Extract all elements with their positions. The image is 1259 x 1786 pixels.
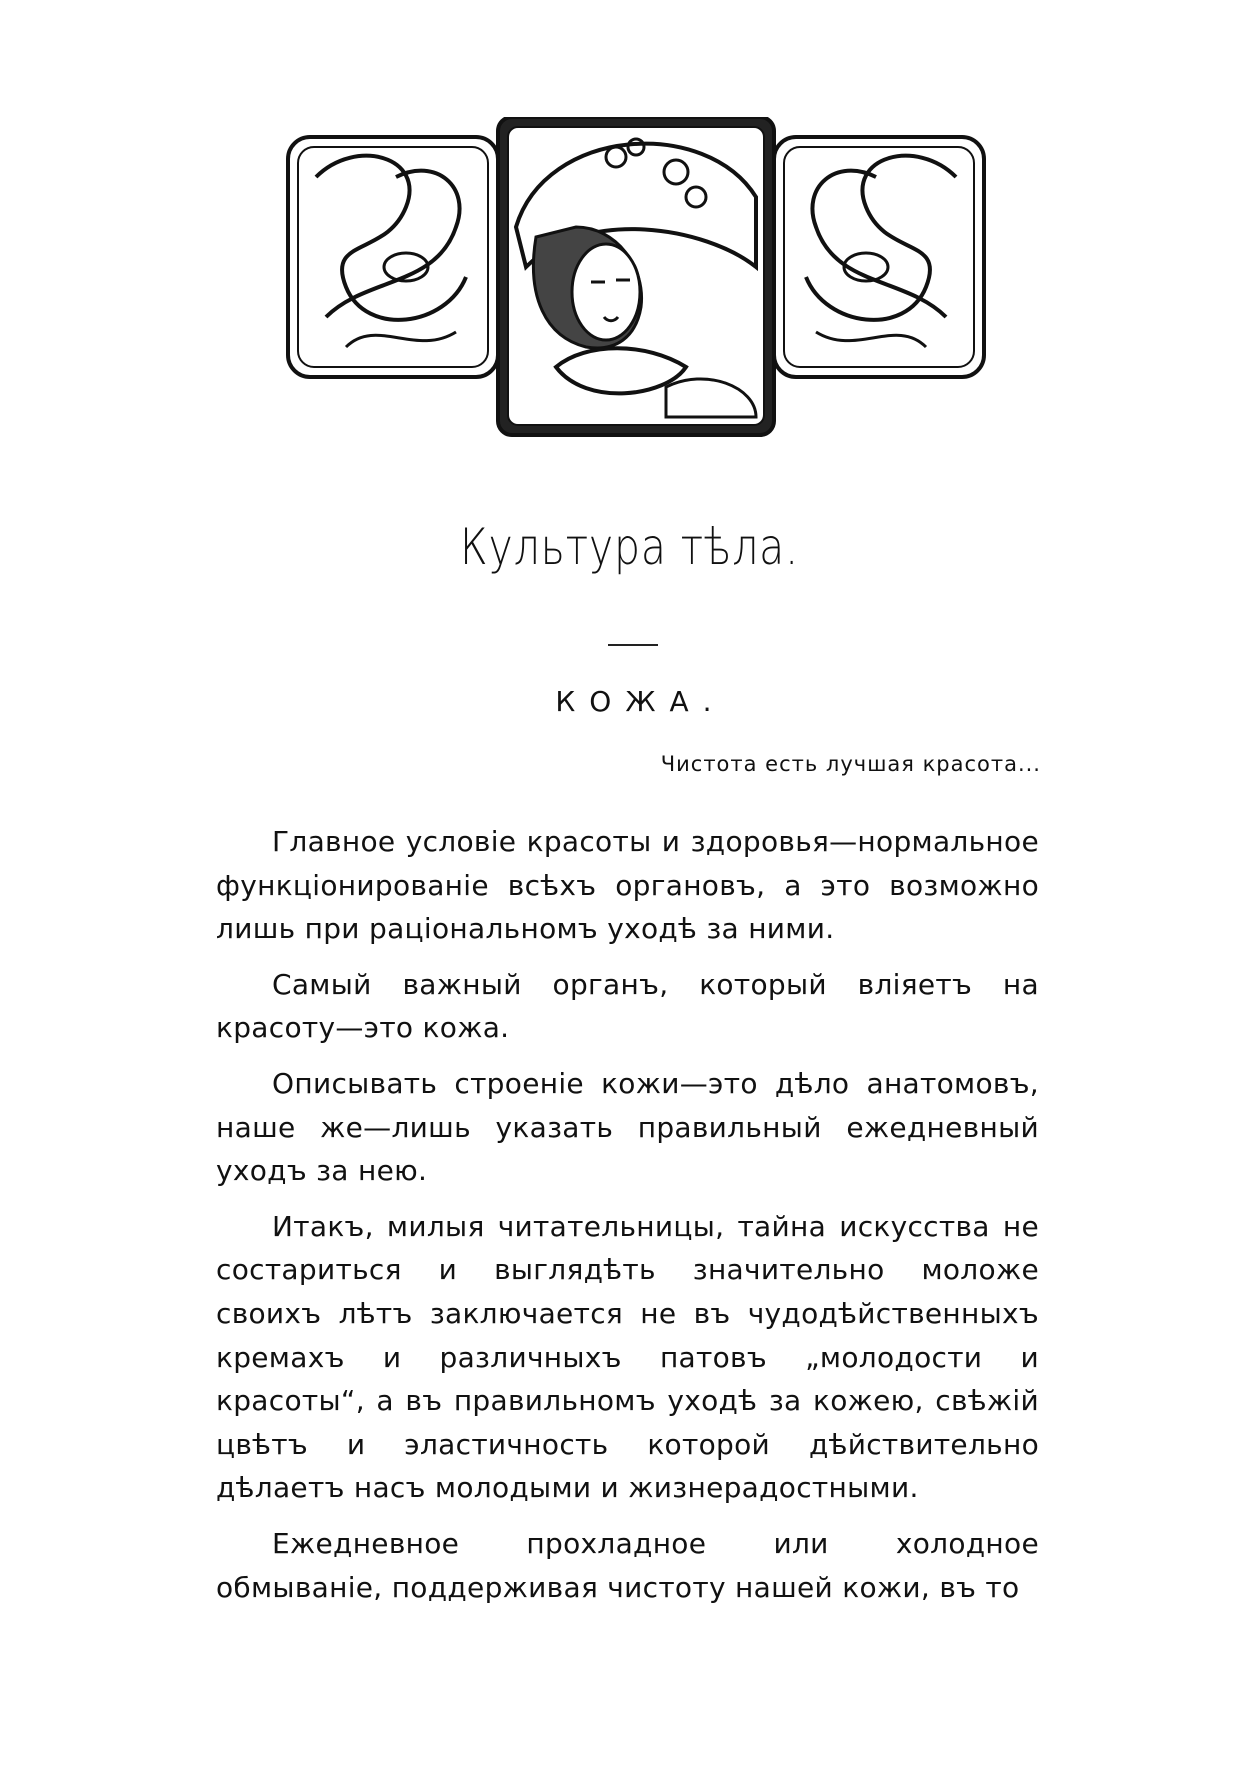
section-heading: КОЖА. xyxy=(555,685,726,718)
body-text xyxy=(216,820,1039,1621)
paragraph: Самый важный органъ, который вліяетъ на красоту—это кожа. xyxy=(216,967,1039,1045)
paragraph: Итакъ, милыя читательницы, тайна искусства не состариться и выглядѣть значительно моложе своихъ лѣтъ заключается не въ чудодѣйственныхъ кремахъ и различныхъ патовъ „молодости и красоты“, а въ правильномъ уходѣ за кожею, свѣжій цвѣтъ и эластичность которой дѣйствительно дѣлаетъ насъ молодыми и жизнерадостными. xyxy=(216,1209,1039,1505)
title-divider xyxy=(608,644,658,646)
art-nouveau-headpiece xyxy=(286,117,986,437)
page-title: Культура тѣла. xyxy=(460,518,799,576)
epigraph: Чистота есть лучшая красота... xyxy=(660,752,1041,776)
paragraph: Главное условіе красоты и здоровья—нормальное функціонированіе всѣхъ органовъ, а это возможно лишь при раціональномъ уходѣ за ними. xyxy=(216,825,1039,946)
paragraph: Ежедневное прохладное или холодное обмываніе, поддерживая чистоту нашей кожи, въ то xyxy=(216,1526,1039,1604)
paragraph: Описывать строеніе кожи—это дѣло анатомовъ, наше же—лишь указать правильный ежедневный уходъ за нею. xyxy=(216,1066,1039,1188)
